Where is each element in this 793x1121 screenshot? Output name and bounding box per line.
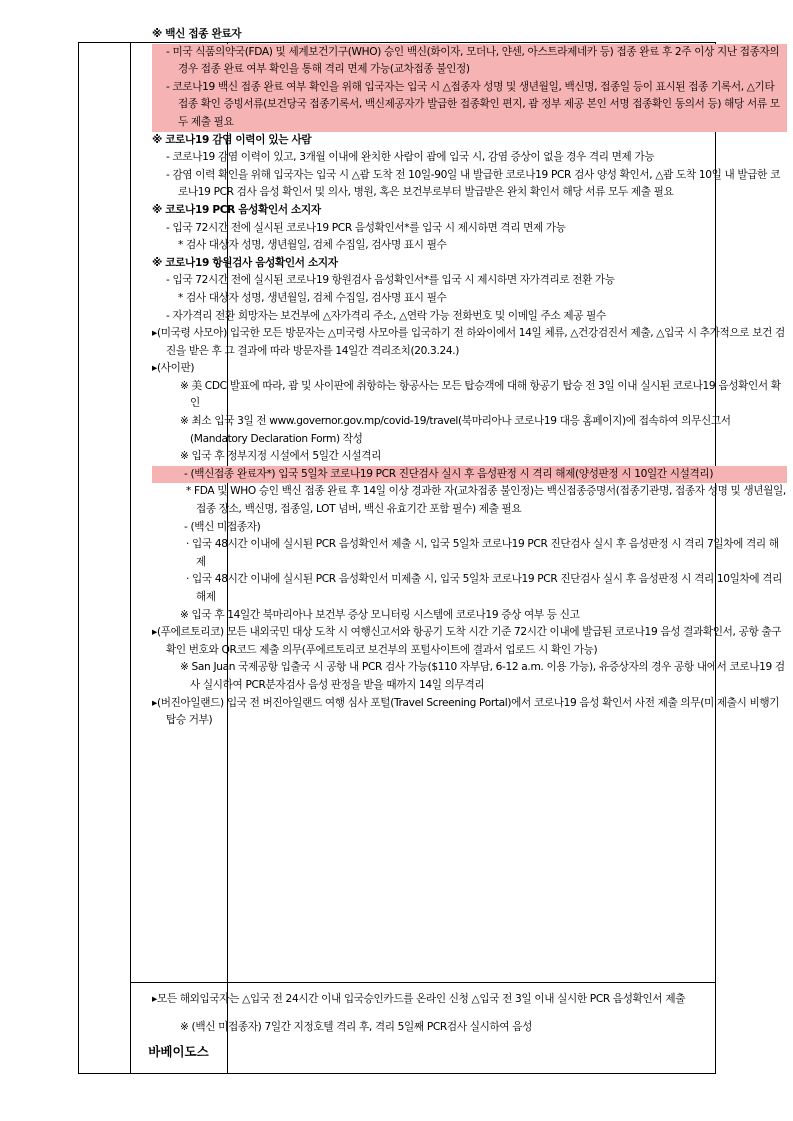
paragraph: - (백신 미접종자) [184, 520, 261, 533]
paragraph: * 검사 대상자 성명, 생년월일, 검체 수집일, 검사명 표시 필수 [178, 291, 447, 304]
paragraph: ※ (백신 미접종자) 7일간 지정호텔 격리 후, 격리 5일째 PCR검사 실시하여 음성 [180, 1020, 533, 1033]
paragraph: ▸(버진아일랜드) 입국 전 버진아일랜드 여행 심사 포털(Travel Screening Portal)에서 코로나19 음성 확인서 사전 제출 의무(미 제출시 비행기 탑승 거부) [152, 696, 780, 727]
paragraph: - 코로나19 감염 이력이 있고, 3개월 이내에 완치한 사람이 괌에 입국 시, 감염 증상이 없을 경우 격리 면제 가능 [166, 151, 655, 164]
paragraph: ※ 백신 접종 완료자 [152, 28, 242, 40]
paragraph: - 코로나19 백신 접종 완료 여부 확인을 위해 입국자는 입국 시 △접종자 성명 및 생년월일, 백신명, 접종일 등이 표시된 접종 기록서, △기타 접종 확인 증빙서류(보건당국 접종기록서, 백신제공자가 발급한 접종확인 편지, 괌 정부 제공 본인 서명 접종확인 동의서 등) 해당 서류 모두 제출 필요 [152, 79, 787, 132]
paragraph: ※ 코로나19 감염 이력이 있는 사람 [152, 133, 312, 146]
region-content-cell [152, 26, 787, 730]
column-divider [130, 43, 131, 1073]
paragraph: ▸(사이판) [152, 362, 195, 375]
paragraph: - 입국 72시간 전에 실시된 코로나19 PCR 음성확인서*를 입국 시 제시하면 격리 면제 가능 [166, 221, 566, 234]
paragraph: - 자가격리 전환 희망자는 보건부에 △자가격리 주소, △연락 가능 전화번호 및 이메일 주소 제공 필수 [166, 309, 606, 322]
paragraph: · 입국 48시간 이내에 실시된 PCR 음성확인서 제출 시, 입국 5일차 코로나19 PCR 진단검사 실시 후 음성판정 시 격리 7일차에 격리 해제 [186, 538, 779, 568]
paragraph: - 미국 식품의약국(FDA) 및 세계보건기구(WHO) 승인 백신(화이자, 모더나, 얀센, 아스트라제네카 등) 접종 완료 후 2주 이상 지난 접종자의 경우 접종 완료 여부 확인을 통해 격리 면제 가능(교차접종 불인정) [152, 44, 787, 79]
paragraph: ※ 코로나19 항원검사 음성확인서 소지자 [152, 256, 338, 269]
paragraph: ※ 최소 입국 3일 전 www.governor.gov.mp/covid-19/travel(북마리아나 코로나19 대응 홈페이지)에 접속하여 의무신고서(Mandatory Declaration Form) 작성 [180, 415, 731, 445]
paragraph: * FDA 및 WHO 승인 백신 접종 완료 후 14일 이상 경과한 자(교차접종 불인정)는 백신접종증명서(접종기관명, 접종자 성명 및 생년월일, 접종 장소, 백신명, 접종일, LOT 넘버, 백신 유효기간 포함 필수) 제출 필요 [186, 485, 786, 516]
paragraph: ▸모든 해외입국자는 △입국 전 24시간 이내 입국승인카드를 온라인 신청 △입국 전 3일 이내 실시한 PCR 음성확인서 제출 [152, 992, 686, 1005]
paragraph: - (백신접종 완료자*) 입국 5일차 코로나19 PCR 진단검사 실시 후 음성판정 시 격리 해제(양성판정 시 10일간 시설격리) [152, 466, 787, 484]
country-barbados: 바베이도스 [148, 1043, 209, 1059]
barbados-content-cell [152, 980, 787, 1047]
paragraph: ※ 코로나19 PCR 음성확인서 소지자 [152, 203, 321, 216]
paragraph: ▸(푸에르토리코) 모든 내외국민 대상 도착 시 여행신고서와 항공기 도착 시간 기준 72시간 이내에 발급된 코로나19 음성 결과확인서, 공항 출구 확인 번호와 QR코드 제출 의무(푸에르토리코 보건부의 포털사이트에 결과서 업로드 시 확인 가능) [152, 626, 782, 656]
paragraph: ※ 입국 후 정부지정 시설에서 5일간 시설격리 [180, 450, 382, 463]
paragraph: ▸(미국령 사모아) 입국한 모든 방문자는 △미국령 사모아를 입국하기 전 하와이에서 14일 체류, △건강검진서 제출, △입국 시 추가적으로 보건 검진을 받은 후 그 결과에 따라 방문자를 14일간 격리조치(20.3.24.) [152, 327, 785, 357]
paragraph: ※ 美 CDC 발표에 따라, 괌 및 사이판에 취항하는 항공사는 모든 탑승객에 대해 항공기 탑승 전 3일 이내 실시된 코로나19 음성확인서 확인 [180, 379, 781, 410]
paragraph: ※ San Juan 국제공항 입출국 시 공항 내 PCR 검사 가능($110 자부담, 6-12 a.m. 이용 가능), 유증상자의 경우 공항 내에서 코로나19 검사 실시하여 PCR분자검사 음성 판정을 받을 때까지 14일 의무격리 [180, 661, 785, 691]
paragraph: ※ 입국 후 14일간 북마리아나 보건부 증상 모니터링 시스템에 코로나19 증상 여부 등 신고 [180, 608, 580, 621]
paragraph: * 검사 대상자 성명, 생년월일, 검체 수집일, 검사명 표시 필수 [178, 239, 447, 252]
paragraph: - 입국 72시간 전에 실시된 코로나19 항원검사 음성확인서*를 입국 시 제시하면 자가격리로 전환 가능 [166, 274, 615, 287]
paragraph: - 감염 이력 확인을 위해 입국자는 입국 시 △괌 도착 전 10일-90일 내 발급한 코로나19 PCR 검사 양성 확인서, △괌 도착 10일 내 발급한 코로나19 PCR 검사 음성 확인서 및 의사, 병원, 혹은 보건부로부터 발급받은 완치 확인서 해당 서류 모두 제출 필요 [166, 168, 780, 199]
paragraph: · 입국 48시간 이내에 실시된 PCR 음성확인서 미제출 시, 입국 5일차 코로나19 PCR 진단검사 실시 후 음성판정 시 격리 10일차에 격리 해제 [186, 573, 783, 603]
